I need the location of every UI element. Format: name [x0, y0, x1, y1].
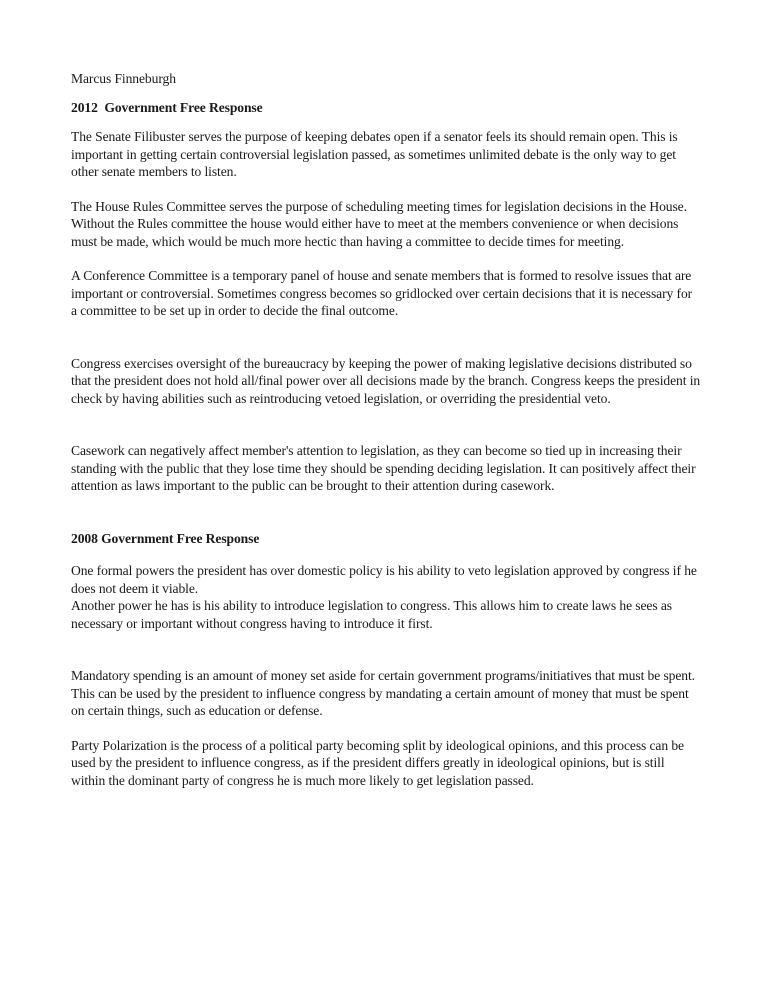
paragraph-veto-power: One formal powers the president has over domestic policy is his ability to veto legislation approved by congress if he does not deem it viable.	[71, 563, 697, 596]
paragraph-senate-filibuster: The Senate Filibuster serves the purpose of keeping debates open if a senator feels its should remain open. This is important in getting certain controversial legislation passed, as sometimes unlimited debate is the only way to get other senate members to listen.	[71, 129, 678, 179]
section-heading-2012: 2012 Government Free Response	[71, 99, 263, 115]
section-heading-2008: 2008 Government Free Response	[71, 530, 260, 546]
paragraph-mandatory-spending: Mandatory spending is an amount of money set aside for certain government programs/initiatives that must be spent. This can be used by the president to influence congress by mandating a certain amount of money that must be spent on certain things, such as education or defense.	[71, 668, 695, 718]
paragraph-conference-committee: A Conference Committee is a temporary panel of house and senate members that is formed to resolve issues that are important or controversial. Sometimes congress becomes so gridlocked over certain decisions that it is necessary for a committee to be set up in order to decide the final outcome.	[71, 268, 693, 318]
paragraph-casework: Casework can negatively affect member's attention to legislation, as they can become so tied up in increasing their standing with the public that they lose time they should be spending deciding legislation. It can positively affect their attention as laws important to the public can be brought to their attention during casework.	[71, 443, 696, 493]
document-page	[71, 70, 701, 806]
paragraph-introduce-legislation: Another power he has is his ability to introduce legislation to congress. This allows him to create laws he sees as necessary or important without congress having to introduce it first.	[71, 598, 672, 631]
paragraph-party-polarization: Party Polarization is the process of a political party becoming split by ideological opinions, and this process can be used by the president to influence congress, as if the president differs greatly in ideological opinions, but is still within the dominant party of congress he is much more likely to get legislation passed.	[71, 737, 684, 788]
paragraph-house-rules-committee: The House Rules Committee serves the purpose of scheduling meeting times for legislation decisions in the House. Without the Rules committee the house would either have to meet at the members convenience or when decisions must be made, which would be much more hectic than having a committee to decide times for meeting.	[71, 198, 687, 249]
paragraph-congress-oversight: Congress exercises oversight of the bureaucracy by keeping the power of making legislative decisions distributed so that the president does not hold all/final power over all decisions made by the branch. Congress keeps the president in check by having abilities such as reintroducing vetoed legislation, or overriding the presidential veto.	[71, 355, 701, 406]
author-name: Marcus Finneburgh	[71, 71, 176, 86]
